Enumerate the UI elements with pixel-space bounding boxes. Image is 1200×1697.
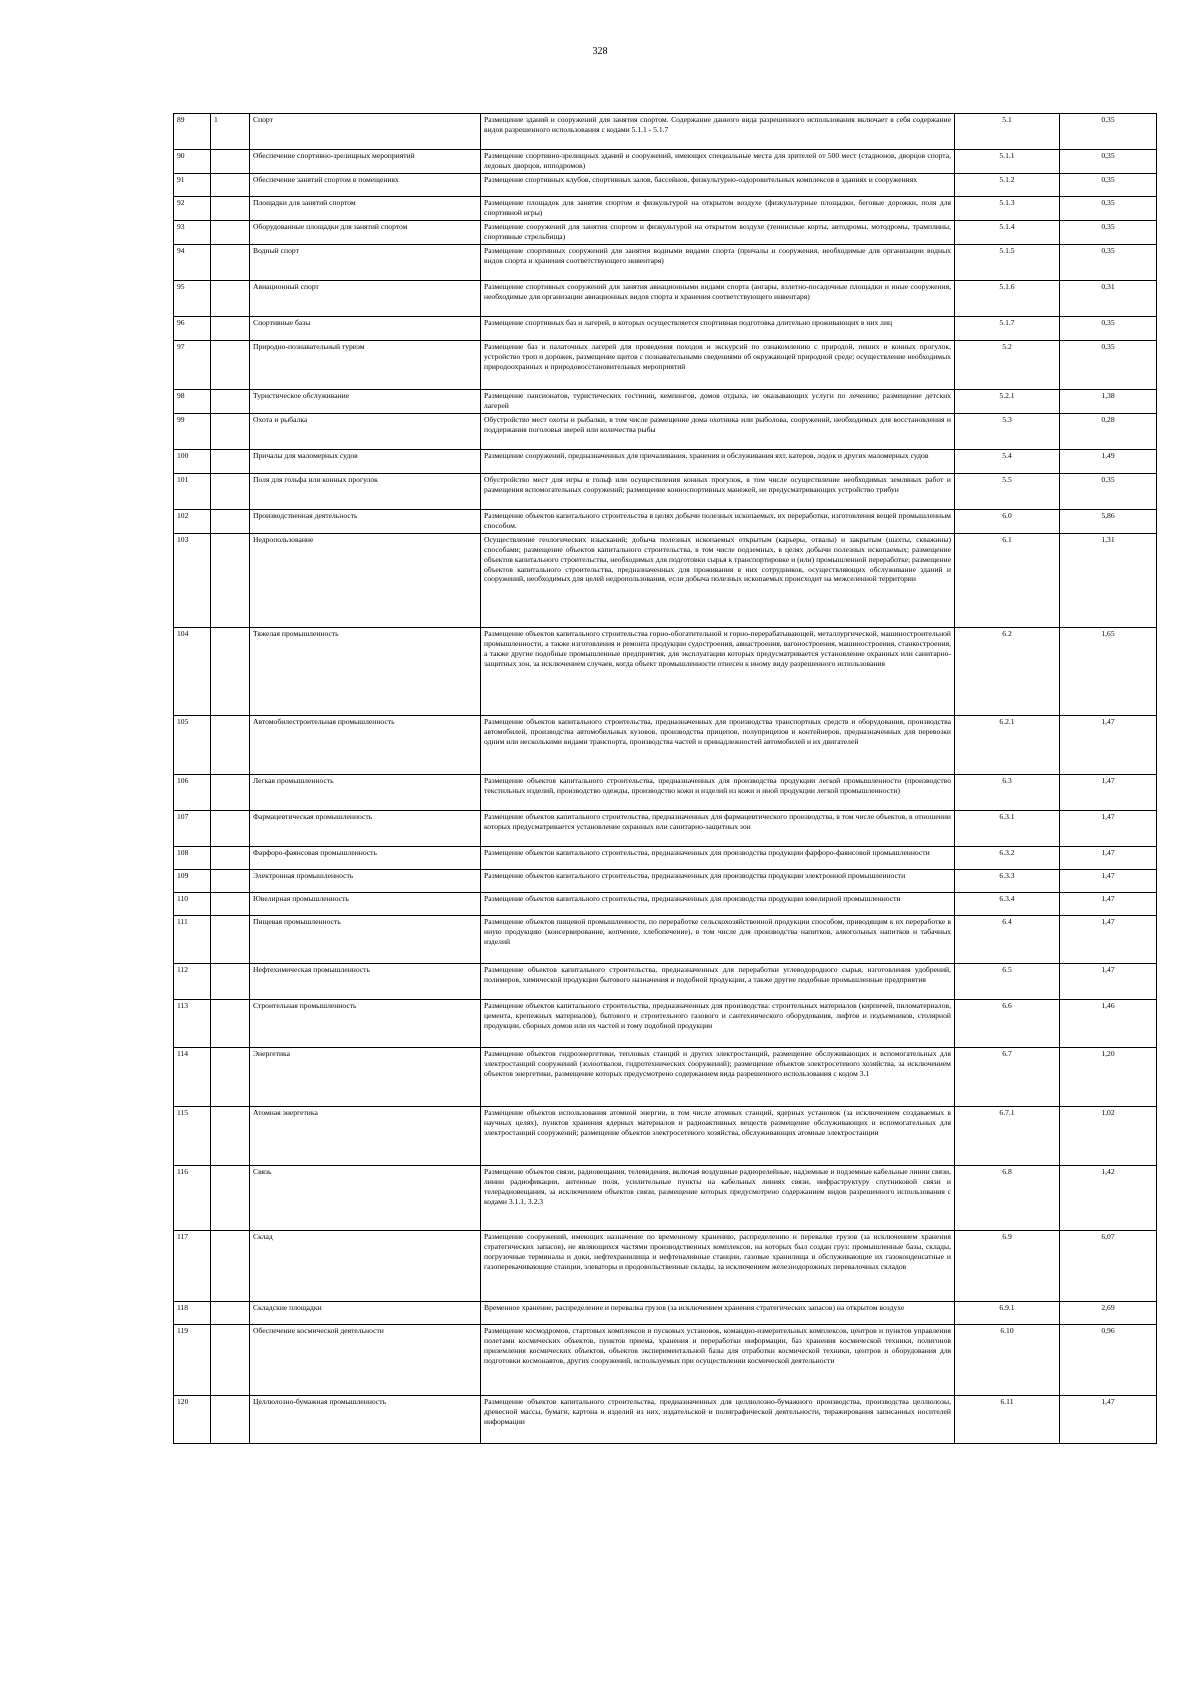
land-use-name: Пищевая промышленность <box>250 916 481 964</box>
row-subnumber <box>211 174 250 197</box>
row-subnumber <box>211 474 250 510</box>
table-row <box>174 390 1157 414</box>
table-row <box>174 281 1157 317</box>
table-row <box>174 510 1157 534</box>
land-use-description: Временное хранение, распределение и перевалка грузов (за исключением хранения стратегических запасов) на открытом воздухе <box>481 1302 955 1325</box>
row-number: 107 <box>174 811 211 847</box>
row-number: 100 <box>174 450 211 474</box>
land-use-description: Размещение объектов пищевой промышленности, по переработке сельскохозяйственной продукции способом, приводящим к их переработке в иную продукцию (консервирование, копчение, хлебопечение), в том числе для производства напитков, алкогольных напитков и табачных изделий <box>481 916 955 964</box>
row-number: 109 <box>174 870 211 893</box>
row-number: 95 <box>174 281 211 317</box>
coefficient-value: 1,47 <box>1060 964 1157 1000</box>
land-use-name: Целлюлозно-бумажная промышленность <box>250 1396 481 1444</box>
land-use-code: 5.2 <box>955 341 1060 390</box>
land-use-code: 6.11 <box>955 1396 1060 1444</box>
row-number: 114 <box>174 1048 211 1107</box>
row-subnumber <box>211 317 250 341</box>
land-use-description: Размещение сооружений для занятия спортом и физкультурой на открытом воздухе (теннисные корты, автодромы, мотодромы, трамплины, спортивные стрельбища) <box>481 221 955 245</box>
table-row <box>174 1166 1157 1231</box>
table-row <box>174 628 1157 716</box>
land-use-description: Размещение сооружений, имеющих назначение по временному хранению, распределению и перевалке грузов (за исключением хранения стратегических запасов), не являющихся частями производственных комплексов, на которых был создан груз: промышленные базы, склады, погрузочные терминалы и доки, нефтехранилища и нефтеналивные станции, газовые хранилища и обслуживающие их газоконденсатные и газоперекачивающие станции, элеваторы и продовольственные склады, за исключением железнодорожных перевалочных складов <box>481 1231 955 1302</box>
table-row <box>174 474 1157 510</box>
land-use-code: 5.4 <box>955 450 1060 474</box>
coefficient-value: 0,31 <box>1060 281 1157 317</box>
coefficient-value: 1,47 <box>1060 716 1157 775</box>
land-use-name: Производственная деятельность <box>250 510 481 534</box>
table-row <box>174 847 1157 870</box>
row-subnumber <box>211 510 250 534</box>
land-use-name: Автомобилестроительная промышленность <box>250 716 481 775</box>
row-number: 111 <box>174 916 211 964</box>
row-number: 106 <box>174 775 211 811</box>
coefficient-value: 1,38 <box>1060 390 1157 414</box>
land-use-name: Природно-познавательный туризм <box>250 341 481 390</box>
land-use-code: 5.1.7 <box>955 317 1060 341</box>
land-use-code: 6.5 <box>955 964 1060 1000</box>
land-use-description: Размещение объектов капитального строительства горно-обогатительной и горно-перерабатывающей, металлургической, машиностроительной промышленности, а также изготовления и ремонта продукции судостроения, авиастроения, вагоностроения, машиностроения, станкостроения, а также другие подобные промышленные предприятия, для эксплуатации которых предусматривается установление охранных или санитарно-защитных зон, за исключением случаев, когда объект промышленности отнесен к иному виду разрешенного использования <box>481 628 955 716</box>
land-use-name: Авиационный спорт <box>250 281 481 317</box>
land-use-description: Размещение объектов гидроэнергетики, тепловых станций и других электростанций, размещение обслуживающих и вспомогательных для электростанций сооружений (золоотвалов, гидротехнических сооружений); размещение объектов электросетевого хозяйства, за исключением объектов энергетики, размещение которых предусмотрено содержанием вида разрешенного использования с кодом 3.1 <box>481 1048 955 1107</box>
row-subnumber <box>211 1325 250 1396</box>
coefficient-value: 1,47 <box>1060 775 1157 811</box>
row-number: 96 <box>174 317 211 341</box>
coefficient-value: 1,47 <box>1060 847 1157 870</box>
land-use-description: Размещение объектов капитального строительства, предназначенных для производства продукции легкой промышленности (производство текстильных изделий, производство одежды, производство кожи и изделий из кожи и иной продукции легкой промышленности) <box>481 775 955 811</box>
table-row <box>174 1396 1157 1444</box>
land-use-code: 6.10 <box>955 1325 1060 1396</box>
table-row <box>174 1048 1157 1107</box>
land-use-name: Оборудованные площадки для занятий спортом <box>250 221 481 245</box>
land-use-name: Спорт <box>250 114 481 150</box>
land-use-code: 5.1.5 <box>955 245 1060 281</box>
land-use-name: Обеспечение занятий спортом в помещениях <box>250 174 481 197</box>
land-use-description: Размещение объектов капитального строительства, предназначенных для производства: строительных материалов (кирпичей, пиломатериалов, цемента, крепежных материалов), бытового и строительного газового и сантехнического оборудования, лифтов и подъемников, столярной продукции, сборных домов или их частей и тому подобной продукции <box>481 1000 955 1048</box>
land-use-name: Обеспечение спортивно-зрелищных мероприятий <box>250 150 481 174</box>
land-use-name: Площадки для занятий спортом <box>250 197 481 221</box>
land-use-code: 6.8 <box>955 1166 1060 1231</box>
land-use-description: Размещение спортивных сооружений для занятия водными видами спорта (причалы и сооружения, необходимые для организации водных видов спорта и хранения соответствующего инвентаря) <box>481 245 955 281</box>
land-use-name: Легкая промышленность <box>250 775 481 811</box>
coefficient-value: 0,35 <box>1060 174 1157 197</box>
land-use-code: 5.1.2 <box>955 174 1060 197</box>
land-use-description: Размещение пансионатов, туристических гостиниц, кемпингов, домов отдыха, не оказывающих услуги по лечению; размещение детских лагерей <box>481 390 955 414</box>
land-use-description: Размещение спортивных клубов, спортивных залов, бассейнов, физкультурно-оздоровительных комплексов в зданиях и сооружениях <box>481 174 955 197</box>
land-use-description: Размещение объектов капитального строительства, предназначенных для производства продукции ювелирной промышленности <box>481 893 955 916</box>
row-subnumber <box>211 150 250 174</box>
coefficient-value: 1,47 <box>1060 811 1157 847</box>
coefficient-value: 1,46 <box>1060 1000 1157 1048</box>
land-use-code: 6.2 <box>955 628 1060 716</box>
table-row <box>174 414 1157 450</box>
land-use-name: Фармацевтическая промышленность <box>250 811 481 847</box>
land-use-code: 6.7 <box>955 1048 1060 1107</box>
table-row <box>174 811 1157 847</box>
coefficient-value: 0,35 <box>1060 474 1157 510</box>
table-row <box>174 114 1157 150</box>
land-use-code: 5.1.6 <box>955 281 1060 317</box>
row-subnumber <box>211 534 250 628</box>
coefficient-value: 2,69 <box>1060 1302 1157 1325</box>
land-use-name: Складские площадки <box>250 1302 481 1325</box>
table-row <box>174 916 1157 964</box>
row-subnumber <box>211 245 250 281</box>
land-use-description: Обустройство мест для игры в гольф или осуществления конных прогулок, в том числе осуществление необходимых земляных работ и размещения вспомогательных сооружений; размещение конноспортивных манежей, не предусматривающих устройство трибун <box>481 474 955 510</box>
land-use-description: Размещение объектов капитального строительства, предназначенных для переработки углеводородного сырья, изготовления удобрений, полимеров, химической продукции бытового назначения и подобной продукции, а также другие подобные промышленные предприятия <box>481 964 955 1000</box>
table-row <box>174 150 1157 174</box>
land-use-description: Размещение объектов капитального строительства, предназначенных для фармацевтического производства, в том числе объектов, в отношении которых предусматривается установление охранных или санитарно-защитных зон <box>481 811 955 847</box>
land-use-code: 6.3.2 <box>955 847 1060 870</box>
land-use-name: Спортивные базы <box>250 317 481 341</box>
coefficient-value: 1,02 <box>1060 1107 1157 1166</box>
row-number: 118 <box>174 1302 211 1325</box>
table-row <box>174 245 1157 281</box>
coefficient-value: 0,28 <box>1060 414 1157 450</box>
coefficient-value: 1,42 <box>1060 1166 1157 1231</box>
land-use-table <box>173 113 1157 1444</box>
table-row <box>174 893 1157 916</box>
land-use-name: Туристическое обслуживание <box>250 390 481 414</box>
land-use-name: Обеспечение космической деятельности <box>250 1325 481 1396</box>
row-subnumber <box>211 811 250 847</box>
row-subnumber <box>211 450 250 474</box>
land-use-description: Размещение объектов капитального строительства, предназначенных для производства продукции электронной промышленности <box>481 870 955 893</box>
coefficient-value: 1,47 <box>1060 870 1157 893</box>
coefficient-value: 1,49 <box>1060 450 1157 474</box>
row-subnumber <box>211 847 250 870</box>
land-use-code: 6.1 <box>955 534 1060 628</box>
land-use-name: Электронная промышленность <box>250 870 481 893</box>
table-row <box>174 716 1157 775</box>
land-use-description: Размещение сооружений, предназначенных для причаливания, хранения и обслуживания яхт, катеров, лодок и других маломерных судов <box>481 450 955 474</box>
land-use-code: 6.7.1 <box>955 1107 1060 1166</box>
row-number: 103 <box>174 534 211 628</box>
row-subnumber <box>211 1396 250 1444</box>
table-row <box>174 775 1157 811</box>
table-row <box>174 174 1157 197</box>
land-use-description: Осуществление геологических изысканий; добыча полезных ископаемых открытым (карьеры, отвалы) и закрытым (шахты, скважины) способами; размещение объектов капитального строительства, в том числе подземных, в целях добычи полезных ископаемых; размещение объектов капитального строительства, необходимых для подготовки сырья к транспортировке и (или) промышленной переработке; размещение объектов капитального строительства, предназначенных для проживания в них сотрудников, осуществляющих обслуживание зданий и сооружений, необходимых для целей недропользования, если добыча полезных ископаемых происходит на межселенной территории <box>481 534 955 628</box>
coefficient-value: 0,35 <box>1060 150 1157 174</box>
table-row <box>174 1231 1157 1302</box>
land-use-description: Размещение зданий и сооружений для занятия спортом. Содержание данного вида разрешенного использования включает в себя содержание видов разрешенного использования с кодами 5.1.1 - 5.1.7 <box>481 114 955 150</box>
land-use-description: Размещение спортивных сооружений для занятия авиационными видами спорта (ангары, взлетно-посадочные площадки и иные сооружения, необходимые для организации авиационных видов спорта и хранения соответствующего инвентаря) <box>481 281 955 317</box>
row-number: 94 <box>174 245 211 281</box>
row-number: 93 <box>174 221 211 245</box>
row-subnumber <box>211 1231 250 1302</box>
land-use-code: 6.6 <box>955 1000 1060 1048</box>
land-use-code: 5.3 <box>955 414 1060 450</box>
row-subnumber <box>211 390 250 414</box>
land-use-code: 5.2.1 <box>955 390 1060 414</box>
table-row <box>174 1107 1157 1166</box>
land-use-code: 6.4 <box>955 916 1060 964</box>
land-use-description: Обустройство мест охоты и рыбалки, в том числе размещение дома охотника или рыболова, сооружений, необходимых для восстановления и поддержания поголовья зверей или количества рыбы <box>481 414 955 450</box>
table-row <box>174 964 1157 1000</box>
row-subnumber <box>211 1000 250 1048</box>
coefficient-value: 1,65 <box>1060 628 1157 716</box>
row-number: 91 <box>174 174 211 197</box>
land-use-code: 6.9.1 <box>955 1302 1060 1325</box>
land-use-name: Недропользование <box>250 534 481 628</box>
land-use-name: Связь <box>250 1166 481 1231</box>
row-number: 113 <box>174 1000 211 1048</box>
land-use-code: 6.3.1 <box>955 811 1060 847</box>
table-row <box>174 341 1157 390</box>
row-number: 119 <box>174 1325 211 1396</box>
land-use-name: Нефтехимическая промышленность <box>250 964 481 1000</box>
land-use-code: 6.3.3 <box>955 870 1060 893</box>
row-subnumber <box>211 716 250 775</box>
coefficient-value: 0,96 <box>1060 1325 1157 1396</box>
row-number: 105 <box>174 716 211 775</box>
land-use-description: Размещение космодромов, стартовых комплексов и пусковых установок, командно-измерительных комплексов, центров и пунктов управления полетами космических объектов, пунктов приема, хранения и переработки информации, баз хранения космической техники, полигонов приземления космических объектов, объектов экспериментальной базы для отработки космической техники, центров и оборудования для подготовки космонавтов, других сооружений, используемых при осуществлении космической деятельности <box>481 1325 955 1396</box>
land-use-description: Размещение баз и палаточных лагерей для проведения походов и экскурсий по ознакомлению с природой, пеших и конных прогулок, устройство троп и дорожек, размещение щитов с познавательными сведениями об окружающей природной среде; осуществление необходимых природоохранных и природовосстановительных мероприятий <box>481 341 955 390</box>
row-subnumber <box>211 1166 250 1231</box>
land-use-code: 6.9 <box>955 1231 1060 1302</box>
land-use-name: Строительная промышленность <box>250 1000 481 1048</box>
land-use-name: Тяжелая промышленность <box>250 628 481 716</box>
land-use-name: Фарфоро-фаянсовая промышленность <box>250 847 481 870</box>
land-use-description: Размещение спортивных баз и лагерей, в которых осуществляется спортивная подготовка длительно проживающих в них лиц <box>481 317 955 341</box>
row-subnumber <box>211 1107 250 1166</box>
table-row <box>174 534 1157 628</box>
table-row <box>174 317 1157 341</box>
land-use-description: Размещение площадок для занятия спортом и физкультурой на открытом воздухе (физкультурные площадки, беговые дорожки, поля для спортивной игры) <box>481 197 955 221</box>
land-use-name: Водный спорт <box>250 245 481 281</box>
land-use-name: Поля для гольфа или конных прогулок <box>250 474 481 510</box>
row-number: 89 <box>174 114 211 150</box>
coefficient-value: 0,35 <box>1060 317 1157 341</box>
row-number: 101 <box>174 474 211 510</box>
land-use-name: Ювелирная промышленность <box>250 893 481 916</box>
table-row <box>174 450 1157 474</box>
coefficient-value: 1,47 <box>1060 893 1157 916</box>
row-number: 102 <box>174 510 211 534</box>
land-use-code: 5.1.4 <box>955 221 1060 245</box>
table-row <box>174 1000 1157 1048</box>
row-subnumber <box>211 916 250 964</box>
row-number: 92 <box>174 197 211 221</box>
table-row <box>174 870 1157 893</box>
row-number: 108 <box>174 847 211 870</box>
row-subnumber <box>211 341 250 390</box>
row-subnumber <box>211 221 250 245</box>
land-use-code: 5.5 <box>955 474 1060 510</box>
row-subnumber <box>211 775 250 811</box>
land-use-code: 5.1 <box>955 114 1060 150</box>
row-subnumber <box>211 414 250 450</box>
row-number: 110 <box>174 893 211 916</box>
coefficient-value: 1,31 <box>1060 534 1157 628</box>
coefficient-value: 6,07 <box>1060 1231 1157 1302</box>
row-subnumber <box>211 893 250 916</box>
coefficient-value: 0,35 <box>1060 114 1157 150</box>
table-row <box>174 221 1157 245</box>
land-use-code: 6.3.4 <box>955 893 1060 916</box>
coefficient-value: 1,47 <box>1060 916 1157 964</box>
land-use-code: 5.1.1 <box>955 150 1060 174</box>
land-use-name: Атомная энергетика <box>250 1107 481 1166</box>
row-subnumber <box>211 1302 250 1325</box>
land-use-code: 5.1.3 <box>955 197 1060 221</box>
row-subnumber <box>211 628 250 716</box>
row-number: 116 <box>174 1166 211 1231</box>
land-use-name: Склад <box>250 1231 481 1302</box>
row-number: 120 <box>174 1396 211 1444</box>
coefficient-value: 5,86 <box>1060 510 1157 534</box>
row-number: 90 <box>174 150 211 174</box>
land-use-description: Размещение спортивно-зрелищных зданий и сооружений, имеющих специальные места для зрителей от 500 мест (стадионов, дворцов спорта, ледовых дворцов, ипподромов) <box>481 150 955 174</box>
coefficient-value: 1,20 <box>1060 1048 1157 1107</box>
table-row <box>174 1302 1157 1325</box>
page-number: 328 <box>592 46 608 57</box>
row-subnumber <box>211 197 250 221</box>
land-use-description: Размещение объектов капитального строительства, предназначенных для производства продукции фарфоро-фаянсовой промышленности <box>481 847 955 870</box>
table-row <box>174 1325 1157 1396</box>
land-use-description: Размещение объектов капитального строительства, предназначенных для производства транспортных средств и оборудования, производства автомобилей, производства автомобильных кузовов, производства прицепов, полуприцепов и контейнеров, предназначенных для перевозки одним или несколькими видами транспорта, производства частей и принадлежностей автомобилей и их двигателей <box>481 716 955 775</box>
row-number: 104 <box>174 628 211 716</box>
row-number: 117 <box>174 1231 211 1302</box>
land-use-code: 6.2.1 <box>955 716 1060 775</box>
row-subnumber <box>211 1048 250 1107</box>
row-number: 112 <box>174 964 211 1000</box>
land-use-name: Энергетика <box>250 1048 481 1107</box>
coefficient-value: 1,47 <box>1060 1396 1157 1444</box>
row-number: 99 <box>174 414 211 450</box>
coefficient-value: 0,35 <box>1060 341 1157 390</box>
land-use-description: Размещение объектов капитального строительства, предназначенных для целлюлозно-бумажного производства, производства целлюлозы, древесной массы, бумаги, картона и изделий из них, издательской и полиграфической деятельности, тиражирования записанных носителей информации <box>481 1396 955 1444</box>
land-use-name: Причалы для маломерных судов <box>250 450 481 474</box>
row-number: 115 <box>174 1107 211 1166</box>
land-use-description: Размещение объектов связи, радиовещания, телевидения, включая воздушные радиорелейные, надземные и подземные кабельные линии связи, линии радиофикации, антенные поля, усилительные пункты на кабельных линиях связи, инфраструктуру спутниковой связи и телерадиовещания, за исключением объектов связи, размещение которых предусмотрено содержанием видов разрешенного использования с кодами 3.1.1, 3.2.3 <box>481 1166 955 1231</box>
table-row <box>174 197 1157 221</box>
coefficient-value: 0,35 <box>1060 197 1157 221</box>
land-use-code: 6.0 <box>955 510 1060 534</box>
coefficient-value: 0,35 <box>1060 245 1157 281</box>
land-use-description: Размещение объектов использования атомной энергии, в том числе атомных станций, ядерных установок (за исключением создаваемых в научных целях), пунктов хранения ядерных материалов и радиоактивных веществ размещение обслуживающих и вспомогательных для электростанций сооружений; размещение объектов электросетевого хозяйства, обслуживающих атомные электростанции <box>481 1107 955 1166</box>
row-subnumber <box>211 281 250 317</box>
coefficient-value: 0,35 <box>1060 221 1157 245</box>
row-subnumber <box>211 870 250 893</box>
land-use-code: 6.3 <box>955 775 1060 811</box>
land-use-name: Охота и рыбалка <box>250 414 481 450</box>
row-subnumber <box>211 964 250 1000</box>
row-number: 98 <box>174 390 211 414</box>
row-subnumber: 1 <box>211 114 250 150</box>
row-number: 97 <box>174 341 211 390</box>
land-use-description: Размещение объектов капитального строительства в целях добычи полезных ископаемых, их переработки, изготовления вещей промышленным способом. <box>481 510 955 534</box>
